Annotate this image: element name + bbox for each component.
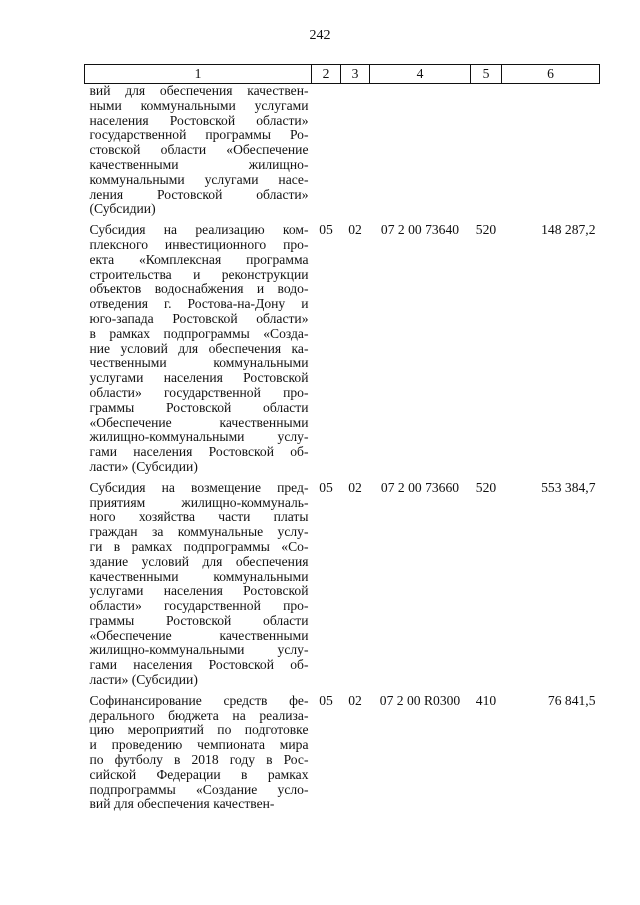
description-line: подпрограммы «Создание усло- xyxy=(89,781,309,797)
description-line: (Субсидии) xyxy=(89,201,156,217)
section-code: 05 xyxy=(319,692,333,708)
description-line: Субсидия на реализацию ком- xyxy=(89,222,309,238)
budget-table xyxy=(84,64,600,812)
description-line: ласти» (Субсидии) xyxy=(89,672,198,688)
description-line: гами населения Ростовской об- xyxy=(89,657,309,673)
section-code xyxy=(312,84,341,218)
description-line: граммы Ростовской области xyxy=(89,612,309,628)
description-line: качественными жилищно- xyxy=(89,156,309,172)
table-row xyxy=(85,475,600,688)
amount: 76 841,5 xyxy=(547,692,596,708)
amount xyxy=(502,84,600,218)
subsection-code: 02 xyxy=(348,692,362,708)
description-line: стовской области «Обеспечение xyxy=(89,142,309,158)
description-line: «Обеспечение качественными xyxy=(89,414,309,430)
table-header-row xyxy=(85,65,600,84)
target-article-code: 07 2 00 73640 xyxy=(380,222,460,238)
target-article-code: 07 2 00 R0300 xyxy=(379,692,461,708)
section-code: 05 xyxy=(319,222,333,238)
description-line: ласти» (Субсидии) xyxy=(89,458,198,474)
expense-type-code: 520 xyxy=(475,222,497,238)
description-line: здание условий для обеспечения xyxy=(89,553,309,569)
description-line: сийской Федерации в рамках xyxy=(89,766,309,782)
description-line: области» государственной про- xyxy=(89,598,309,614)
description-line: цию мероприятий по подготовке xyxy=(89,722,309,738)
description-line: ными коммунальными услугами xyxy=(89,97,309,113)
column-header-1: 1 xyxy=(85,65,312,84)
description-line: ного хозяйства части платы xyxy=(89,509,309,525)
description-line: чественными коммунальными xyxy=(89,355,309,371)
row-description xyxy=(85,688,312,812)
row-description xyxy=(85,84,312,218)
description-line: плексного инвестиционного про- xyxy=(89,236,309,252)
description-line: Софинансирование средств фе- xyxy=(89,692,309,708)
description-line: строительства и реконструкции xyxy=(89,266,309,282)
description-line: юго-запада Ростовской области» xyxy=(89,310,309,326)
description-line: жилищно-коммунальными услу- xyxy=(89,642,309,658)
description-line: Субсидия на возмещение пред- xyxy=(89,479,309,495)
description-line: коммунальными услугами насе- xyxy=(89,171,309,187)
expense-type-code: 520 xyxy=(475,479,497,495)
description-line: вий для обеспечения качествен- xyxy=(89,83,309,98)
table-body xyxy=(85,84,600,813)
description-line: екта «Комплексная программа xyxy=(89,251,309,267)
description-line: дерального бюджета на реализа- xyxy=(89,707,309,723)
description-line: населения Ростовской области» xyxy=(89,112,309,128)
column-header-5: 5 xyxy=(471,65,502,84)
description-line: гами населения Ростовской об- xyxy=(89,444,309,460)
column-header-4: 4 xyxy=(370,65,471,84)
subsection-code: 02 xyxy=(348,222,362,238)
description-line: граммы Ростовской области xyxy=(89,399,309,415)
column-header-2: 2 xyxy=(312,65,341,84)
table-row xyxy=(85,217,600,475)
description-line: по футболу в 2018 году в Рос- xyxy=(89,752,309,768)
description-line: «Обеспечение качественными xyxy=(89,627,309,643)
row-description xyxy=(85,475,312,688)
description-line: ние условий для обеспечения ка- xyxy=(89,340,309,356)
description-line: отведения г. Ростова-на-Дону и xyxy=(89,296,309,312)
description-line: жилищно-коммунальными услу- xyxy=(89,429,309,445)
table-row xyxy=(85,688,600,812)
column-header-6: 6 xyxy=(502,65,600,84)
description-line: ги в рамках подпрограммы «Со- xyxy=(89,538,309,554)
subsection-code xyxy=(341,84,370,218)
expense-type-code xyxy=(471,84,502,218)
column-header-3: 3 xyxy=(341,65,370,84)
expense-type-code: 410 xyxy=(475,692,497,708)
description-line: граждан за коммунальные услу- xyxy=(89,524,309,540)
amount: 553 384,7 xyxy=(541,479,596,495)
description-line: и проведению чемпионата мира xyxy=(89,737,309,753)
section-code: 05 xyxy=(319,479,333,495)
target-article-code: 07 2 00 73660 xyxy=(380,479,460,495)
subsection-code: 02 xyxy=(348,479,362,495)
description-line: качественными коммунальными xyxy=(89,568,309,584)
row-description xyxy=(85,217,312,475)
description-line: услугами населения Ростовской xyxy=(89,370,309,386)
description-line: приятиям жилищно-коммуналь- xyxy=(89,494,309,510)
table-row xyxy=(85,84,600,218)
description-line: вий для обеспечения качествен- xyxy=(89,796,275,812)
amount: 148 287,2 xyxy=(541,222,596,238)
description-line: области» государственной про- xyxy=(89,384,309,400)
description-line: ления Ростовской области» xyxy=(89,186,309,202)
target-article-code xyxy=(370,84,471,218)
description-line: объектов водоснабжения и водо- xyxy=(89,281,309,297)
description-line: услугами населения Ростовской xyxy=(89,583,309,599)
description-line: в рамках подпрограммы «Созда- xyxy=(89,325,309,341)
description-line: государственной программы Ро- xyxy=(89,127,309,143)
page-number: 242 xyxy=(309,28,331,43)
